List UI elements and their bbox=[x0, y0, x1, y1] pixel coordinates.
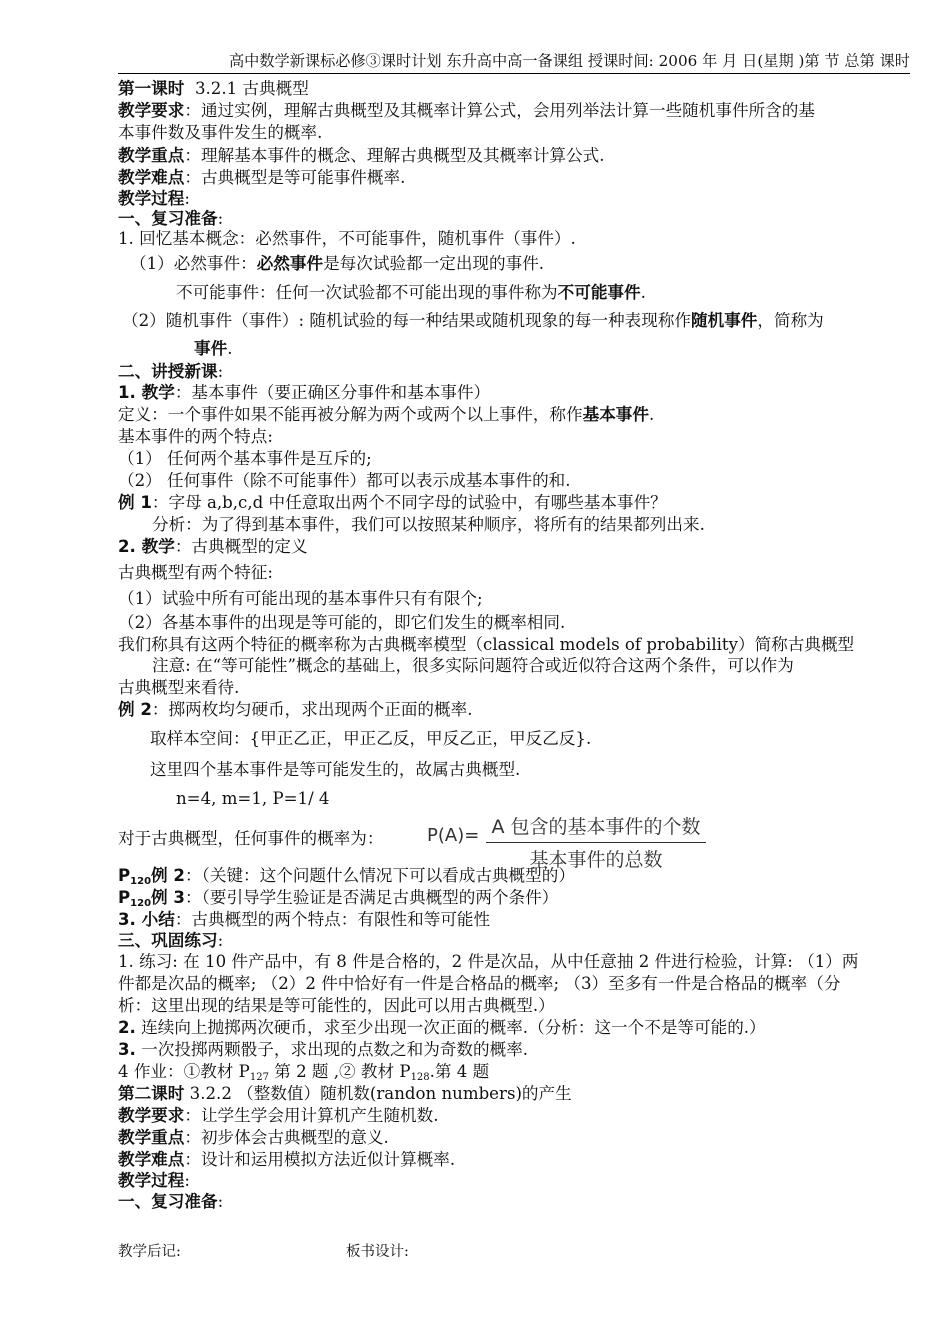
homework-page-1: 127 bbox=[249, 1072, 269, 1083]
feature-1: （1） 任何两个基本事件是互斥的; bbox=[118, 449, 372, 468]
feature-2: （2） 任何事件（除不可能事件）都可以表示成基本事件的和. bbox=[118, 471, 571, 490]
certain-event-def: 是每次试验都一定出现的事件. bbox=[323, 254, 545, 273]
lesson2-key-points-label: 教学重点 bbox=[118, 1128, 185, 1147]
formula-denominator: 基本事件的总数 bbox=[529, 849, 663, 871]
lesson2-process-colon: : bbox=[184, 1171, 190, 1190]
page-ref-prefix: P bbox=[118, 888, 131, 907]
lesson2-title-text: 3.2.2 （整数值）随机数(randon numbers)的产生 bbox=[184, 1084, 572, 1103]
page-ref-number: 120 bbox=[130, 898, 152, 909]
new-lesson-label: 二、讲授新课 bbox=[118, 362, 218, 381]
example-1-label: 例 1 bbox=[118, 493, 152, 512]
practice-heading bbox=[118, 931, 223, 951]
example-1-analysis: 分析：为了得到基本事件，我们可以按照某种顺序，将所有的结果都列出来. bbox=[152, 515, 705, 534]
classical-features-title: 古典概型有两个特征: bbox=[118, 563, 273, 582]
practice-2 bbox=[118, 1018, 766, 1038]
practice-3-label: 3. bbox=[118, 1040, 136, 1059]
formula-lead: 对于古典概型，任何事件的概率为： bbox=[118, 829, 384, 848]
lesson1-process-heading bbox=[118, 189, 190, 209]
board-design: 板书设计: bbox=[346, 1244, 409, 1260]
example-1-text: ：字母 a,b,c,d 中任意取出两个不同字母的试验中，有哪些基本事件？ bbox=[151, 493, 667, 512]
note-line-2: 古典概型来看待. bbox=[118, 678, 240, 697]
practice-2-label: 2. bbox=[118, 1018, 136, 1037]
new-lesson-heading bbox=[118, 362, 223, 382]
example-2-label: 例 2 bbox=[118, 700, 152, 719]
example-2 bbox=[118, 700, 472, 720]
note-line-1: 注意: 在“等可能性”概念的基础上，很多实际问题符合或近似符合这两个条件，可以作为 bbox=[152, 656, 794, 675]
definition-period: . bbox=[649, 405, 655, 424]
example-1 bbox=[118, 493, 667, 513]
impossible-event-line bbox=[176, 283, 646, 303]
p120-example-2-label: 例 2 bbox=[151, 866, 185, 885]
certain-event-line bbox=[130, 254, 544, 274]
random-event-line bbox=[122, 311, 824, 331]
equal-likelihood-note: 这里四个基本事件是等可能发生的，故属古典概型. bbox=[150, 760, 521, 779]
lesson2-requirements-label: 教学要求 bbox=[118, 1106, 185, 1125]
classical-model-name: 我们称具有这两个特征的概率称为古典概率模型（classical models of probability）简称古典概型 bbox=[118, 635, 855, 654]
lesson2-process-heading bbox=[118, 1171, 190, 1191]
homework-page-2: 128 bbox=[410, 1072, 430, 1083]
practice-1-line-1: 1. 练习: 在 10 件产品中，有 8 件是合格的，2 件是次品，从中任意抽 2 件进行检验，计算: （1）两 bbox=[118, 952, 859, 971]
key-points-text: ：理解基本事件的概念、理解古典概型及其概率计算公式. bbox=[184, 146, 605, 165]
p120-example-2-text: ：（关键：这个问题什么情况下可以看成古典概型的） bbox=[184, 866, 575, 885]
review-heading bbox=[118, 209, 223, 229]
lesson1-title-text: 3.2.1 古典概型 bbox=[194, 79, 309, 98]
summary bbox=[118, 910, 490, 930]
p120-example-3-text: ：（要引导学生验证是否满足古典概型的两个条件） bbox=[184, 888, 559, 907]
new-lesson-colon: : bbox=[217, 362, 224, 381]
practice-1-line-3: 析：这里出现的结果是等可能性的，因此可以用古典概型.） bbox=[118, 996, 555, 1015]
impossible-event-term: 不可能事件 bbox=[557, 283, 641, 302]
requirements-text-cont: 本事件数及事件发生的概率. bbox=[118, 123, 323, 142]
definition-text: 定义：一个事件如果不能再被分解为两个或两个以上事件，称作 bbox=[118, 405, 583, 424]
random-event-line-cont bbox=[194, 339, 232, 359]
p120-example-3-label: 例 3 bbox=[151, 888, 185, 907]
homework-text-b: 第 2 题 ,② 教材 P bbox=[268, 1062, 411, 1081]
teach-1 bbox=[118, 383, 490, 403]
sample-space: 取样本空间：{甲正乙正，甲正乙反，甲反乙正，甲反乙反}. bbox=[150, 729, 592, 748]
homework-text-a: 4 作业：①教材 P bbox=[118, 1062, 250, 1081]
teach-2-text: ：古典概型的定义 bbox=[174, 537, 308, 556]
difficulties-text: ：古典概型是等可能事件概率. bbox=[184, 168, 406, 187]
lesson2-title-label: 第二课时 bbox=[118, 1084, 185, 1103]
practice-colon: : bbox=[217, 931, 224, 950]
classical-feature-1: （1）试验中所有可能出现的基本事件只有有限个; bbox=[118, 589, 483, 608]
features-title: 基本事件的两个特点: bbox=[118, 427, 273, 446]
lesson1-key-points bbox=[118, 146, 605, 166]
random-event-def: （2）随机事件（事件）: 随机试验的每一种结果或随机现象的每一种表现称作 bbox=[122, 311, 692, 330]
key-points-label: 教学重点 bbox=[118, 146, 185, 165]
random-event-short: ，简称为 bbox=[757, 311, 824, 330]
impossible-event-def: 不可能事件：任何一次试验都不可能出现的事件称为 bbox=[176, 283, 558, 302]
homework-text-c: .第 4 题 bbox=[429, 1062, 490, 1081]
lesson2-key-points-text: ：初步体会古典概型的意义. bbox=[184, 1128, 389, 1147]
basic-event-term: 基本事件 bbox=[582, 405, 649, 424]
example-2-text: ：掷两枚均匀硬币，求出现两个正面的概率. bbox=[151, 700, 473, 719]
practice-3 bbox=[118, 1040, 528, 1060]
lesson1-requirements bbox=[118, 101, 815, 121]
review-label: 一、复习准备 bbox=[118, 209, 218, 228]
formula-lhs: P(A)= bbox=[427, 825, 480, 846]
difficulties-label: 教学难点 bbox=[118, 168, 185, 187]
lesson2-review-label: 一、复习准备 bbox=[118, 1192, 218, 1211]
lesson2-review-colon: : bbox=[217, 1192, 224, 1211]
lesson2-difficulties bbox=[118, 1150, 455, 1170]
requirements-text: ：通过实例，理解古典概型及其概率计算公式，会用列举法计算一些随机事件所含的基 bbox=[184, 101, 815, 120]
review-item-1: 1. 回忆基本概念：必然事件，不可能事件，随机事件（事件）. bbox=[118, 229, 576, 248]
process-label: 教学过程 bbox=[118, 189, 185, 208]
lesson2-requirements bbox=[118, 1106, 439, 1126]
practice-3-text: 一次投掷两颗骰子，求出现的点数之和为奇数的概率. bbox=[135, 1040, 529, 1059]
practice-2-text: 连续向上抛掷两次硬币，求至少出现一次正面的概率.（分析：这一个不是等可能的.） bbox=[135, 1018, 766, 1037]
classical-feature-2: （2）各基本事件的出现是等可能的，即它们发生的概率相同. bbox=[118, 613, 566, 632]
page-header: 高中数学新课标必修③课时计划 东升高中高一备课组 授课时间: 2006 年 月 日(星期 )第 节 总第 课时 bbox=[118, 50, 910, 74]
lesson2-difficulties-label: 教学难点 bbox=[118, 1150, 185, 1169]
random-event-term: 随机事件 bbox=[691, 311, 758, 330]
example-2-calculation: n=4, m=1, P=1/ 4 bbox=[176, 789, 330, 808]
process-colon: : bbox=[184, 189, 190, 208]
teach-2-label: 2. 教学 bbox=[118, 537, 175, 556]
basic-event-definition bbox=[118, 405, 654, 425]
page-ref-prefix: P bbox=[118, 866, 131, 885]
certain-event-prefix: （1）必然事件： bbox=[130, 254, 257, 273]
lesson2-review-heading bbox=[118, 1192, 223, 1212]
lesson2-key-points bbox=[118, 1128, 389, 1148]
certain-event-term: 必然事件 bbox=[256, 254, 324, 273]
teach-1-label: 1. 教学 bbox=[118, 383, 175, 402]
lesson1-difficulties bbox=[118, 168, 405, 188]
practice-1-line-2: 件都是次品的概率; （2）2 件中恰好有一件是合格品的概率; （3）至多有一件是合格品的概率（分 bbox=[118, 974, 841, 993]
review-colon: : bbox=[217, 209, 224, 228]
page-ref-number: 120 bbox=[130, 876, 152, 887]
summary-text: ：古典概型的两个特点：有限性和等可能性 bbox=[174, 910, 491, 929]
teach-1-text: ：基本事件（要正确区分事件和基本事件） bbox=[174, 383, 491, 402]
lesson2-difficulties-text: ：设计和运用模拟方法近似计算概率. bbox=[184, 1150, 456, 1169]
teaching-notes: 教学后记: bbox=[118, 1244, 181, 1260]
probability-formula bbox=[486, 812, 706, 872]
lesson2-requirements-text: ：让学生学会用计算机产生随机数. bbox=[184, 1106, 439, 1125]
event-term-period: . bbox=[227, 339, 233, 358]
teach-2 bbox=[118, 537, 308, 557]
formula-numerator: A 包含的基本事件的个数 bbox=[491, 816, 701, 838]
event-term: 事件 bbox=[194, 339, 228, 358]
lesson1-title bbox=[118, 79, 309, 99]
requirements-label: 教学要求 bbox=[118, 101, 185, 120]
lesson2-process-label: 教学过程 bbox=[118, 1171, 185, 1190]
lesson2-title bbox=[118, 1084, 572, 1104]
practice-label: 三、巩固练习 bbox=[118, 931, 218, 950]
impossible-event-period: . bbox=[640, 283, 646, 302]
summary-label: 3. 小结 bbox=[118, 910, 175, 929]
lesson1-title-label: 第一课时 bbox=[118, 79, 185, 98]
